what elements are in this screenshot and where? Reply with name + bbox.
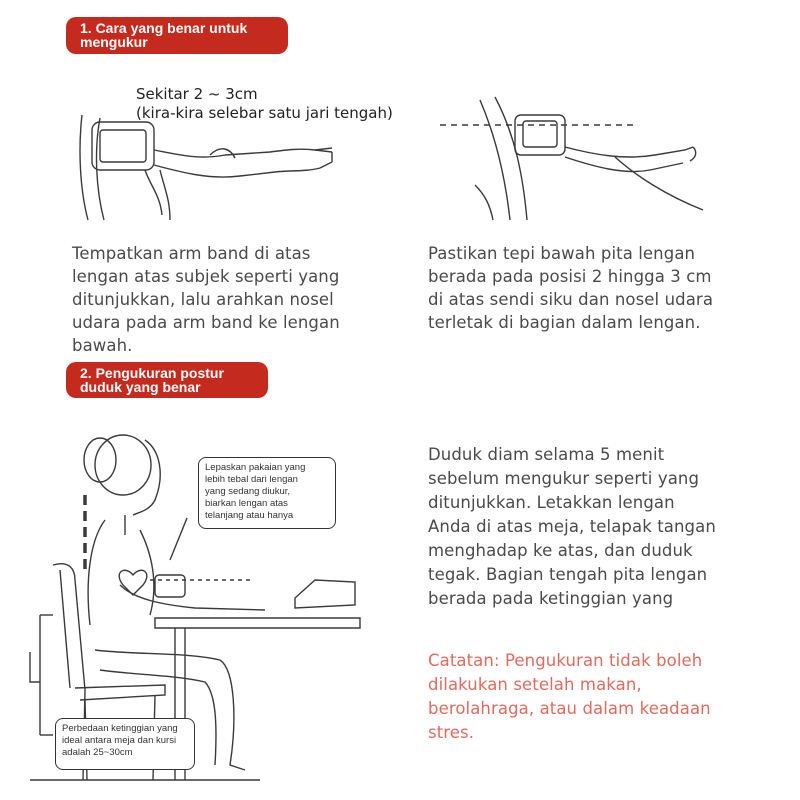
left-text-line-5: bawah. <box>72 336 133 355</box>
cuff-placement-text <box>72 242 340 357</box>
right-text-line-1: Pastikan tepi bawah pita lengan <box>428 244 696 263</box>
arm-cuff-illustration <box>70 110 340 225</box>
section-2-badge <box>66 362 268 398</box>
caption-line-2: (kira-kira selebar satu jari tengah) <box>136 104 393 122</box>
left-text-line-2: lengan atas subjek seperti yang <box>72 267 340 286</box>
posture-line-1: Duduk diam selama 5 menit <box>428 445 665 464</box>
bubble-top-line-3: yang sedang diukur, <box>205 486 291 497</box>
left-text-line-4: udara pada arm band ke lengan <box>72 313 340 332</box>
bubble-bottom-line-1: Perbedaan ketinggian yang <box>62 723 178 734</box>
cuff-height-text <box>428 242 713 334</box>
left-text-line-1: Tempatkan arm band di atas <box>72 244 311 263</box>
right-text-line-3: di atas sendi siku dan nosel udara <box>428 290 714 309</box>
bubble-top-line-4: biarkan lengan atas <box>205 498 288 509</box>
measurement-note <box>428 649 711 745</box>
left-text-line-3: ditunjukkan, lalu arahkan nosel <box>72 290 334 309</box>
section-2-badge-line-1: 2. Pengukuran postur <box>80 365 224 381</box>
posture-line-4: Anda di atas meja, telapak tangan <box>428 517 716 536</box>
bubble-bottom-line-2: ideal antara meja dan kursi <box>62 735 177 746</box>
section-1-badge-line-1: 1. Cara yang benar untuk <box>80 20 248 36</box>
height-difference-bubble <box>55 718 195 770</box>
posture-line-2: sebelum mengukur seperti yang <box>428 469 700 488</box>
right-text-line-4: terletak di bagian dalam lengan. <box>428 313 701 332</box>
bubble-top-line-2: lebih tebal dari lengan <box>205 474 298 485</box>
posture-line-7: berada pada ketinggian yang <box>428 589 674 608</box>
posture-line-3: ditunjukkan. Letakkan lengan <box>428 493 675 512</box>
bubble-bottom-line-3: adalah 25~30cm <box>62 747 133 758</box>
posture-line-5: menghadap ke atas, dan duduk <box>428 541 693 560</box>
section-1-badge-line-2: mengukur <box>80 34 148 50</box>
clothing-tip-bubble <box>198 457 336 529</box>
arm-cuff-side-illustration <box>435 95 725 225</box>
right-text-line-2: berada pada posisi 2 hingga 3 cm <box>428 267 712 286</box>
note-line-4: stres. <box>428 723 475 742</box>
posture-line-6: tegak. Bagian tengah pita lengan <box>428 565 708 584</box>
bubble-top-line-1: Lepaskan pakaian yang <box>205 462 306 473</box>
caption-line-1: Sekitar 2 ~ 3cm <box>136 85 258 103</box>
note-line-2: dilakukan setelah makan, <box>428 675 642 694</box>
section-1-badge <box>66 17 288 54</box>
section-2-badge-line-2: duduk yang benar <box>80 379 201 395</box>
note-line-3: berolahraga, atau dalam keadaan <box>428 699 711 718</box>
posture-instructions-text <box>428 443 716 611</box>
note-line-1: Catatan: Pengukuran tidak boleh <box>428 651 703 670</box>
bubble-top-line-5: telanjang atau hanya <box>205 510 294 521</box>
